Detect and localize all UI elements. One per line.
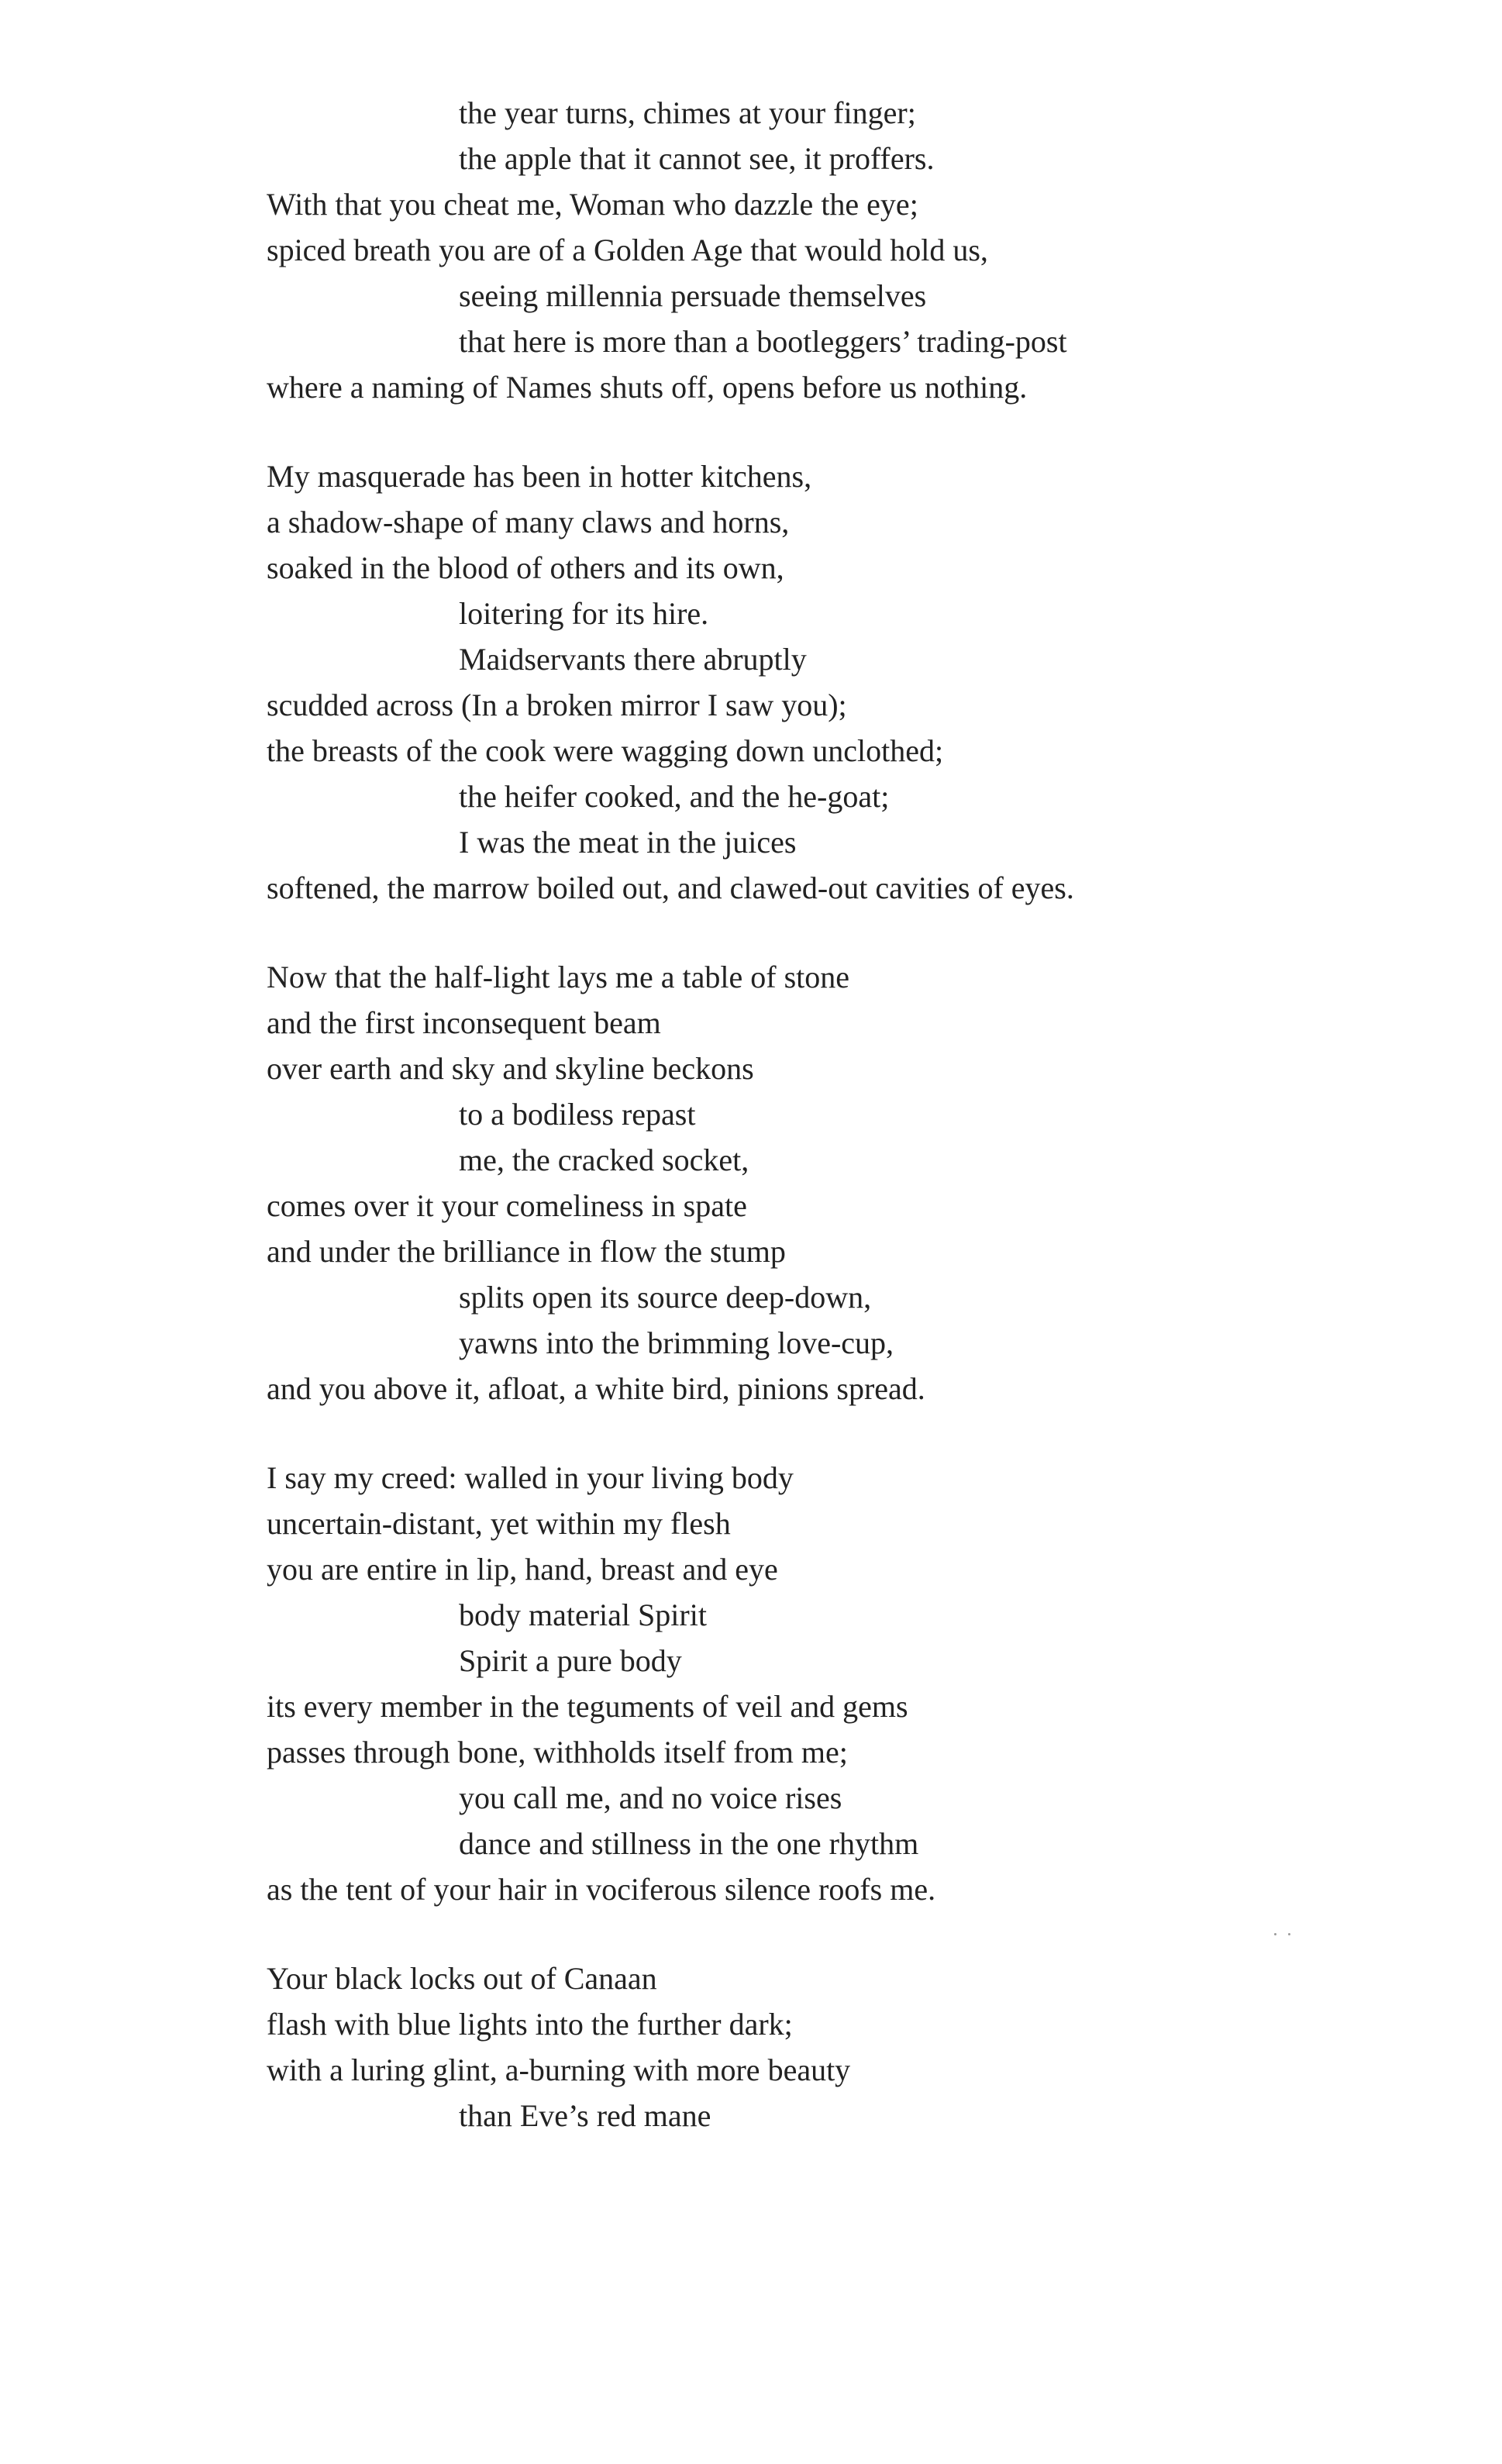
poem-line: and under the brilliance in flow the stump bbox=[267, 1234, 786, 1269]
poem-line: a shadow-shape of many claws and horns, bbox=[267, 505, 790, 539]
poem-line-indented: loitering for its hire. bbox=[459, 596, 709, 631]
stanza bbox=[267, 1956, 1414, 2138]
poem-line: you are entire in lip, hand, breast and eye bbox=[267, 1552, 778, 1587]
poem-text bbox=[267, 90, 1414, 2182]
poem-line-indented: that here is more than a bootleggers’ trading-post bbox=[459, 324, 1067, 359]
poem-line: the breasts of the cook were wagging down unclothed; bbox=[267, 733, 944, 768]
poem-line: scudded across (In a broken mirror I saw you); bbox=[267, 688, 847, 722]
poem-line-indented: dance and stillness in the one rhythm bbox=[459, 1826, 919, 1861]
stanza bbox=[267, 1455, 1414, 1912]
poem-line: over earth and sky and skyline beckons bbox=[267, 1051, 754, 1086]
poem-line-indented: body material Spirit bbox=[459, 1597, 707, 1632]
poem-line: and you above it, afloat, a white bird, pinions spread. bbox=[267, 1371, 925, 1406]
poem-line: as the tent of your hair in vociferous silence roofs me. bbox=[267, 1872, 936, 1907]
poem-line: flash with blue lights into the further dark; bbox=[267, 2007, 793, 2042]
poem-line-indented: than Eve’s red mane bbox=[459, 2098, 711, 2133]
poem-line: I say my creed: walled in your living body bbox=[267, 1460, 794, 1495]
poem-line: its every member in the teguments of veil and gems bbox=[267, 1689, 908, 1724]
stanza bbox=[267, 453, 1414, 911]
poem-line-indented: I was the meat in the juices bbox=[459, 825, 797, 860]
poem-line: soaked in the blood of others and its own, bbox=[267, 550, 784, 585]
poem-line: and the first inconsequent beam bbox=[267, 1005, 661, 1040]
poem-line: Your black locks out of Canaan bbox=[267, 1961, 657, 1996]
poem-line-indented: the year turns, chimes at your finger; bbox=[459, 95, 916, 130]
poem-line-indented: splits open its source deep-down, bbox=[459, 1280, 872, 1315]
poem-line-indented: the apple that it cannot see, it proffers. bbox=[459, 141, 935, 176]
speck bbox=[1288, 1933, 1290, 1935]
stanza bbox=[267, 954, 1414, 1411]
poem-line-indented: yawns into the brimming love-cup, bbox=[459, 1325, 894, 1360]
poem-line: Now that the half-light lays me a table of stone bbox=[267, 960, 850, 994]
stanza bbox=[267, 90, 1414, 410]
poem-line-indented: me, the cracked socket, bbox=[459, 1142, 749, 1177]
poem-line: softened, the marrow boiled out, and clawed-out cavities of eyes. bbox=[267, 870, 1074, 905]
poem-line-indented: Maidservants there abruptly bbox=[459, 642, 807, 677]
poem-line: where a naming of Names shuts off, opens before us nothing. bbox=[267, 370, 1028, 405]
poem-line: comes over it your comeliness in spate bbox=[267, 1188, 747, 1223]
poem-line: With that you cheat me, Woman who dazzle the eye; bbox=[267, 187, 918, 222]
poem-line: spiced breath you are of a Golden Age that would hold us, bbox=[267, 233, 988, 267]
speck bbox=[1274, 1933, 1276, 1935]
poem-line: passes through bone, withholds itself from me; bbox=[267, 1735, 848, 1770]
poem-line: My masquerade has been in hotter kitchens, bbox=[267, 459, 812, 494]
poem-line-indented: seeing millennia persuade themselves bbox=[459, 278, 927, 313]
poem-line-indented: to a bodiless repast bbox=[459, 1097, 696, 1132]
poem-line-indented: the heifer cooked, and the he-goat; bbox=[459, 779, 890, 814]
poem-line-indented: Spirit a pure body bbox=[459, 1643, 682, 1678]
poem-line-indented: you call me, and no voice rises bbox=[459, 1780, 842, 1815]
poem-line: with a luring glint, a-burning with more beauty bbox=[267, 2052, 851, 2087]
scan-specks bbox=[1274, 1933, 1293, 1938]
poem-line: uncertain-distant, yet within my flesh bbox=[267, 1506, 731, 1541]
